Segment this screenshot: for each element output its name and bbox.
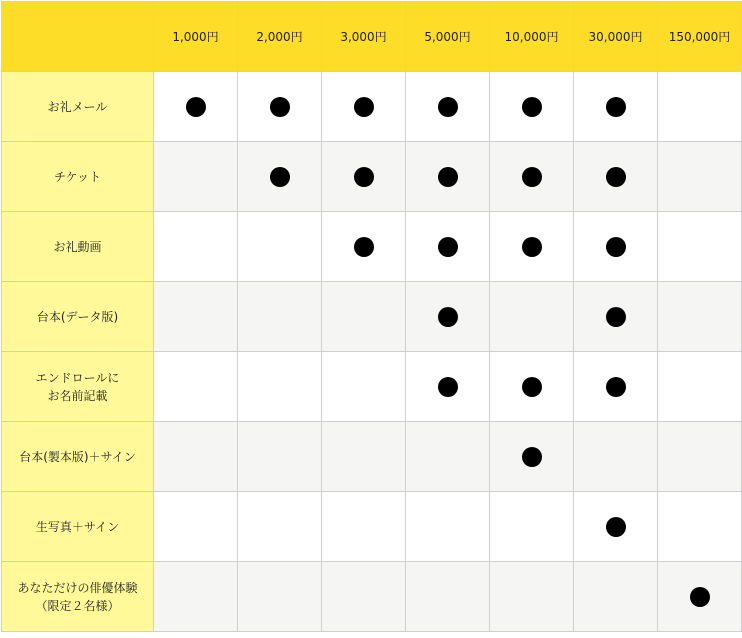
table-body — [2, 72, 742, 632]
reward-cell — [406, 492, 490, 562]
row-label: お礼動画 — [2, 212, 154, 282]
filled-circle-icon — [438, 237, 458, 257]
reward-cell — [574, 212, 658, 282]
reward-cell — [322, 422, 406, 492]
reward-cell — [574, 492, 658, 562]
reward-cell — [574, 562, 658, 632]
reward-cell — [154, 142, 238, 212]
filled-circle-icon — [606, 377, 626, 397]
column-header: 2,000円 — [238, 2, 322, 72]
reward-cell — [238, 282, 322, 352]
filled-circle-icon — [438, 377, 458, 397]
reward-cell — [490, 562, 574, 632]
reward-cell — [658, 282, 742, 352]
filled-circle-icon — [606, 237, 626, 257]
row-label: 台本(データ版) — [2, 282, 154, 352]
reward-cell — [406, 352, 490, 422]
header-row — [2, 2, 742, 72]
reward-cell — [154, 562, 238, 632]
filled-circle-icon — [522, 447, 542, 467]
table-row — [2, 422, 742, 492]
reward-cell — [322, 562, 406, 632]
reward-cell — [658, 562, 742, 632]
reward-cell — [322, 72, 406, 142]
filled-circle-icon — [186, 97, 206, 117]
reward-cell — [658, 492, 742, 562]
row-label: 生写真＋サイン — [2, 492, 154, 562]
reward-cell — [238, 562, 322, 632]
filled-circle-icon — [522, 97, 542, 117]
reward-cell — [490, 212, 574, 282]
reward-cell — [154, 72, 238, 142]
reward-cell — [238, 142, 322, 212]
table-row — [2, 212, 742, 282]
filled-circle-icon — [606, 97, 626, 117]
reward-cell — [154, 492, 238, 562]
column-header: 30,000円 — [574, 2, 658, 72]
filled-circle-icon — [522, 167, 542, 187]
table-row — [2, 562, 742, 632]
reward-cell — [406, 282, 490, 352]
reward-cell — [574, 282, 658, 352]
reward-cell — [406, 212, 490, 282]
reward-tier-table — [1, 1, 742, 632]
reward-cell — [490, 282, 574, 352]
row-label: 台本(製本版)＋サイン — [2, 422, 154, 492]
reward-cell — [574, 72, 658, 142]
reward-cell — [658, 422, 742, 492]
reward-cell — [238, 72, 322, 142]
filled-circle-icon — [438, 307, 458, 327]
table-row — [2, 492, 742, 562]
reward-cell — [238, 492, 322, 562]
reward-cell — [322, 142, 406, 212]
row-label: あなただけの俳優体験 （限定２名様） — [2, 562, 154, 632]
reward-cell — [154, 352, 238, 422]
reward-cell — [406, 562, 490, 632]
filled-circle-icon — [438, 167, 458, 187]
reward-cell — [658, 72, 742, 142]
reward-cell — [490, 422, 574, 492]
reward-cell — [154, 422, 238, 492]
filled-circle-icon — [606, 167, 626, 187]
reward-cell — [574, 422, 658, 492]
reward-cell — [322, 282, 406, 352]
reward-cell — [406, 422, 490, 492]
reward-cell — [154, 282, 238, 352]
row-label: エンドロールに お名前記載 — [2, 352, 154, 422]
reward-cell — [490, 492, 574, 562]
reward-cell — [490, 72, 574, 142]
column-header: 10,000円 — [490, 2, 574, 72]
corner-cell — [2, 2, 154, 72]
reward-cell — [574, 142, 658, 212]
filled-circle-icon — [522, 237, 542, 257]
column-header: 3,000円 — [322, 2, 406, 72]
reward-cell — [322, 212, 406, 282]
column-header: 1,000円 — [154, 2, 238, 72]
filled-circle-icon — [606, 517, 626, 537]
column-header: 150,000円 — [658, 2, 742, 72]
reward-cell — [238, 352, 322, 422]
filled-circle-icon — [270, 167, 290, 187]
filled-circle-icon — [690, 587, 710, 607]
reward-cell — [154, 212, 238, 282]
filled-circle-icon — [354, 167, 374, 187]
reward-cell — [658, 352, 742, 422]
filled-circle-icon — [606, 307, 626, 327]
filled-circle-icon — [270, 97, 290, 117]
filled-circle-icon — [522, 377, 542, 397]
filled-circle-icon — [354, 97, 374, 117]
reward-cell — [238, 212, 322, 282]
filled-circle-icon — [438, 97, 458, 117]
reward-cell — [322, 352, 406, 422]
table-row — [2, 72, 742, 142]
reward-cell — [322, 492, 406, 562]
reward-cell — [658, 212, 742, 282]
filled-circle-icon — [354, 237, 374, 257]
row-label: お礼メール — [2, 72, 154, 142]
reward-cell — [658, 142, 742, 212]
reward-cell — [406, 142, 490, 212]
reward-cell — [406, 72, 490, 142]
reward-cell — [238, 422, 322, 492]
table-row — [2, 352, 742, 422]
column-header: 5,000円 — [406, 2, 490, 72]
table-row — [2, 142, 742, 212]
reward-cell — [490, 142, 574, 212]
row-label: チケット — [2, 142, 154, 212]
reward-cell — [490, 352, 574, 422]
reward-cell — [574, 352, 658, 422]
table-row — [2, 282, 742, 352]
